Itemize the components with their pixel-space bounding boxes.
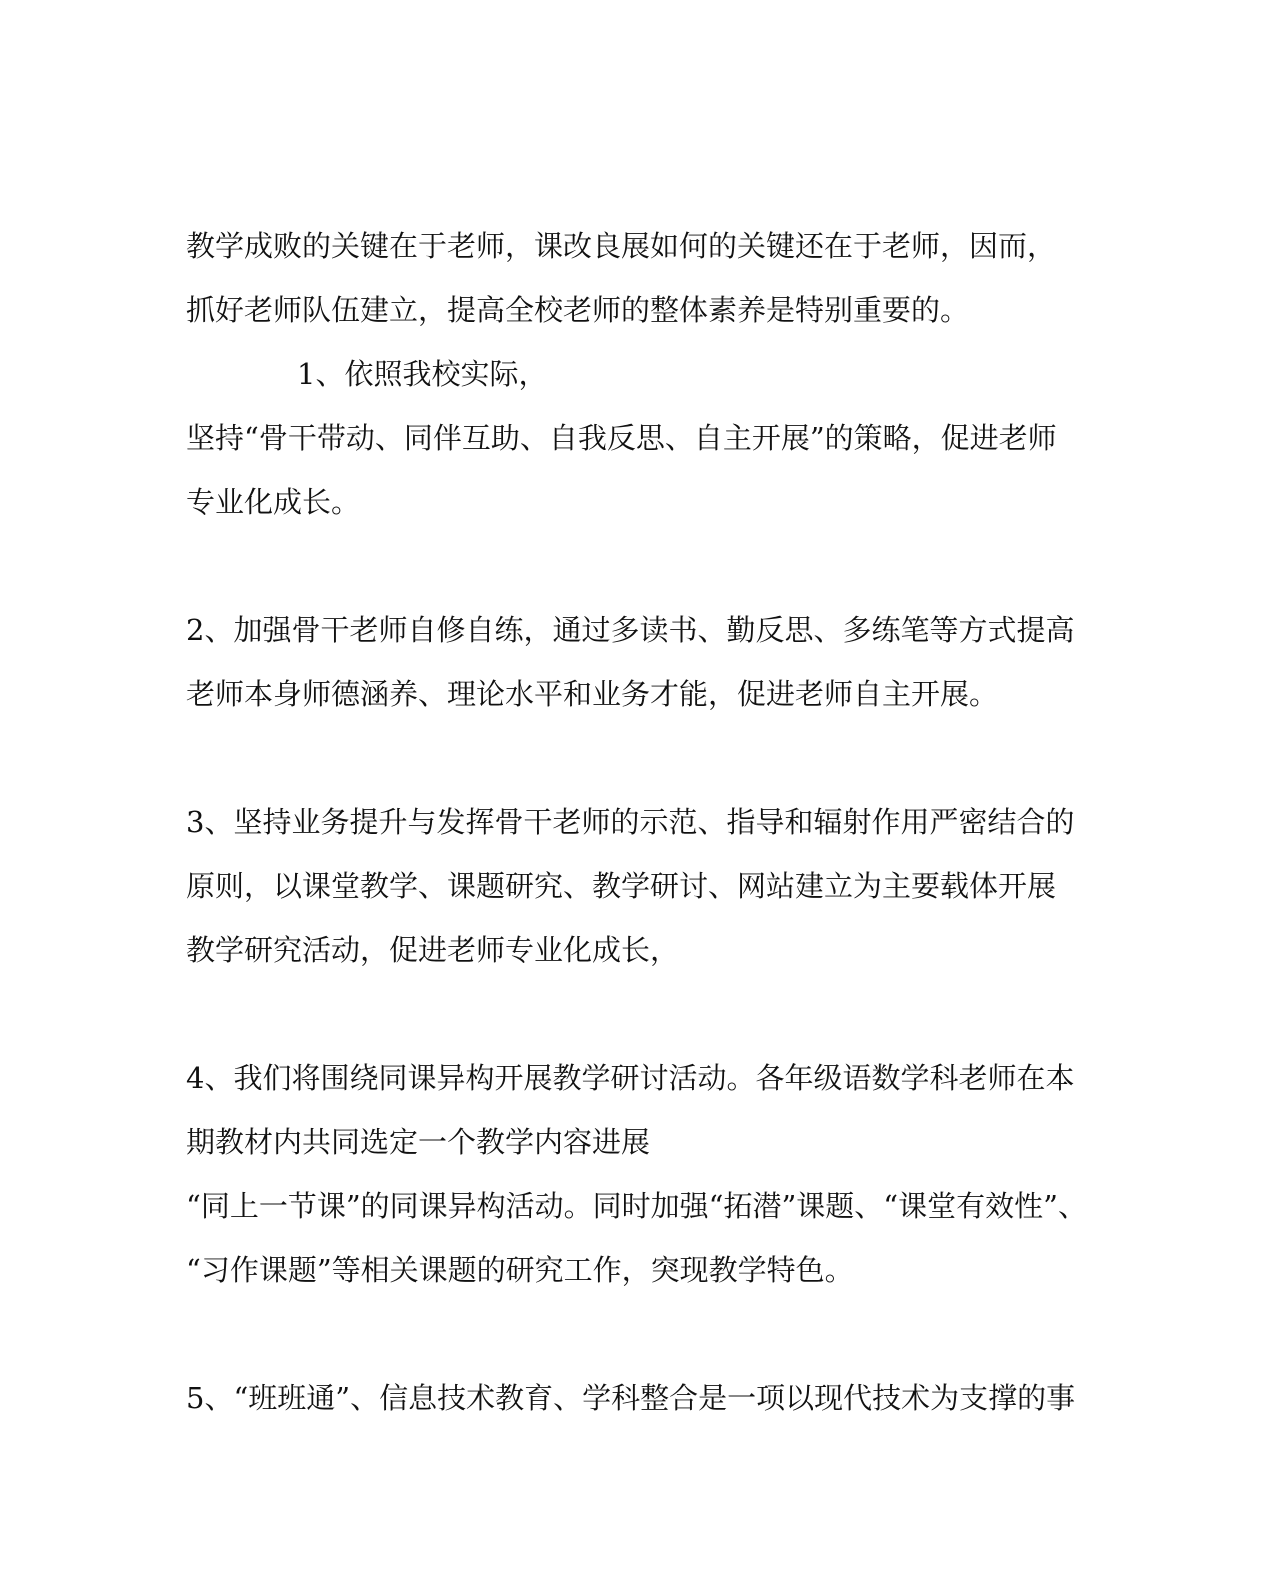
text-line-3: 1、依照我校实际， — [297, 357, 548, 391]
text-line-7: 老师本身师德涵养、理论水平和业务才能，促进老师自主开展。 — [186, 677, 999, 711]
text-line-12: 期教材内共同选定一个教学内容进展 — [186, 1125, 651, 1159]
text-line-13: “同上一节课”的同课异构活动。同时加强“拓潜”课题、“课堂有效性”、 — [186, 1189, 1087, 1223]
text-line-9: 原则，以课堂教学、课题研究、教学研讨、网站建立为主要载体开展 — [186, 869, 1057, 903]
text-line-10: 教学研究活动，促进老师专业化成长， — [186, 933, 680, 967]
text-line-14: “习作课题”等相关课题的研究工作，突现教学特色。 — [186, 1253, 854, 1287]
text-line-5: 专业化成长。 — [186, 485, 361, 519]
text-line-4: 坚持“骨干带动、同伴互助、自我反思、自主开展”的策略，促进老师 — [186, 421, 1057, 455]
text-line-11: 4、我们将围绕同课异构开展教学研讨活动。各年级语数学科老师在本 — [186, 1061, 1075, 1095]
text-line-6: 2、加强骨干老师自修自练，通过多读书、勤反思、多练笔等方式提高 — [186, 613, 1075, 647]
text-line-15: 5、“班班通”、信息技术教育、学科整合是一项以现代技术为支撑的事 — [186, 1381, 1076, 1415]
text-line-8: 3、坚持业务提升与发挥骨干老师的示范、指导和辐射作用严密结合的 — [186, 805, 1075, 839]
text-line-1: 教学成败的关键在于老师，课改良展如何的关键还在于老师，因而， — [186, 229, 1057, 263]
text-line-2: 抓好老师队伍建立，提高全校老师的整体素养是特别重要的。 — [186, 293, 970, 327]
